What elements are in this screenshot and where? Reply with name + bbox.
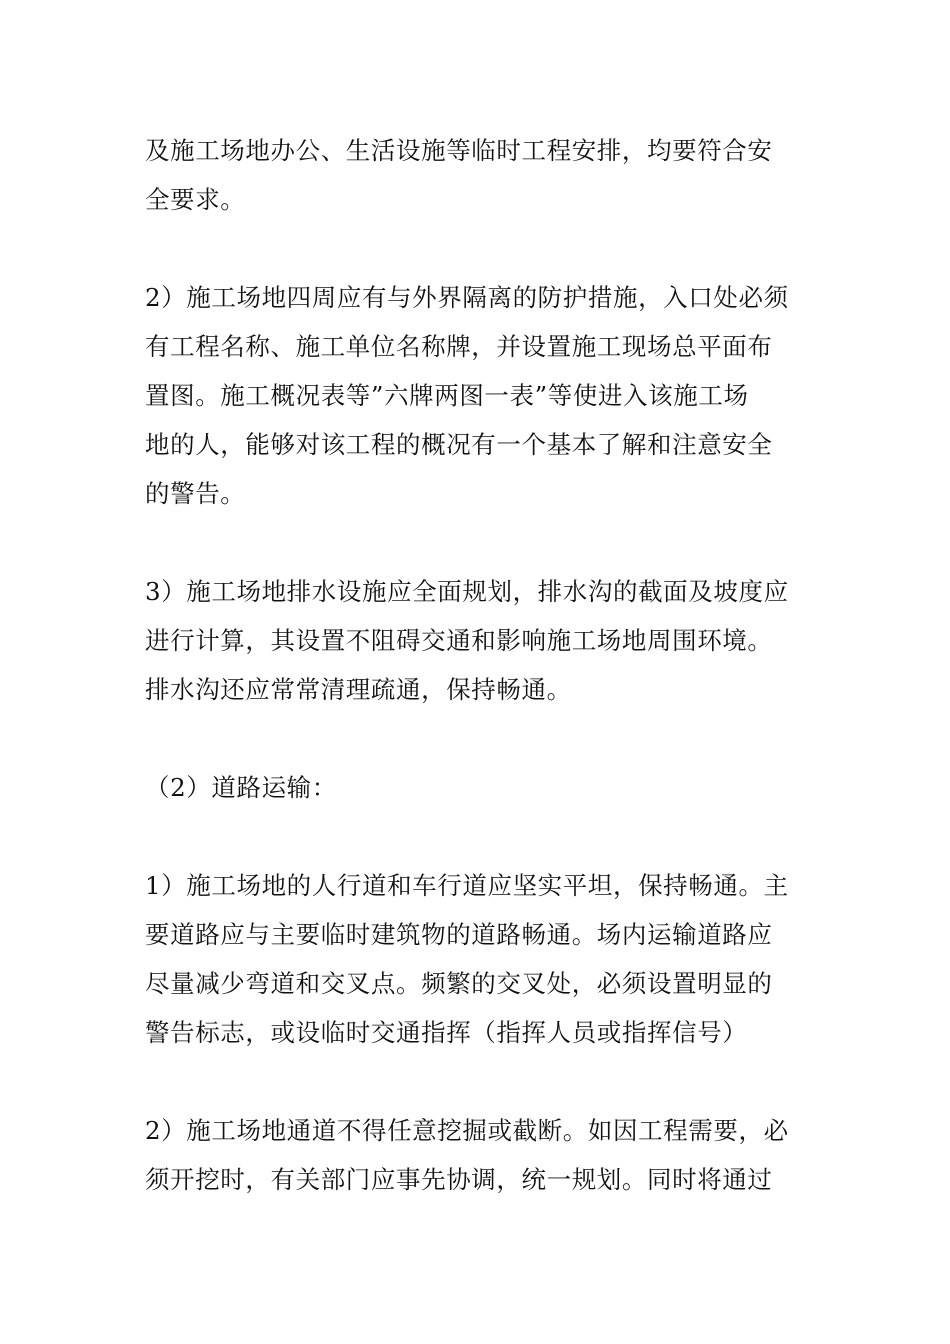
- text-line: 全要求。: [145, 185, 246, 214]
- text-line: 进行计算，其设置不阻碍交通和影响施工场地周围环境。: [145, 626, 773, 655]
- text-line: 要道路应与主要临时建筑物的道路畅通。场内运输道路应: [145, 920, 773, 949]
- heading-text: （2）道路运输：: [145, 773, 337, 802]
- text-line: 须开挖时，有关部门应事先协调，统一规划。同时将通过: [145, 1165, 773, 1194]
- paragraph-item-1-roads: [145, 861, 809, 1057]
- text-line: 有工程名称、施工单位名称牌，并设置施工现场总平面布: [145, 332, 773, 361]
- text-line: 的警告。: [145, 479, 246, 508]
- paragraph-item-2-passages: [145, 1106, 809, 1204]
- text-line: 地的人，能够对该工程的概况有一个基本了解和注意安全: [145, 430, 773, 459]
- section-heading-road-transport: [145, 763, 809, 812]
- text-line: 1）施工场地的人行道和车行道应坚实平坦，保持畅通。主: [145, 871, 789, 900]
- text-line: 排水沟还应常常清理疏通，保持畅通。: [145, 675, 572, 704]
- text-line: 尽量减少弯道和交叉点。频繁的交叉处，必须设置明显的: [145, 969, 773, 998]
- text-line: 置图。施工概况表等”六牌两图一表”等使进入该施工场: [145, 381, 749, 410]
- text-line: 2）施工场地四周应有与外界隔离的防护措施，入口处必须: [145, 283, 789, 312]
- paragraph-site-facilities: [145, 126, 809, 224]
- text-line: 3）施工场地排水设施应全面规划，排水沟的截面及坡度应: [145, 577, 789, 606]
- text-line: 2）施工场地通道不得任意挖掘或截断。如因工程需要，必: [145, 1116, 789, 1145]
- text-line: 警告标志，或设临时交通指挥（指挥人员或指挥信号）: [145, 1018, 748, 1047]
- paragraph-item-2-isolation: [145, 273, 809, 518]
- text-line: 及施工场地办公、生活设施等临时工程安排，均要符合安: [145, 136, 773, 165]
- document-body: [145, 126, 809, 1253]
- paragraph-item-3-drainage: [145, 567, 809, 714]
